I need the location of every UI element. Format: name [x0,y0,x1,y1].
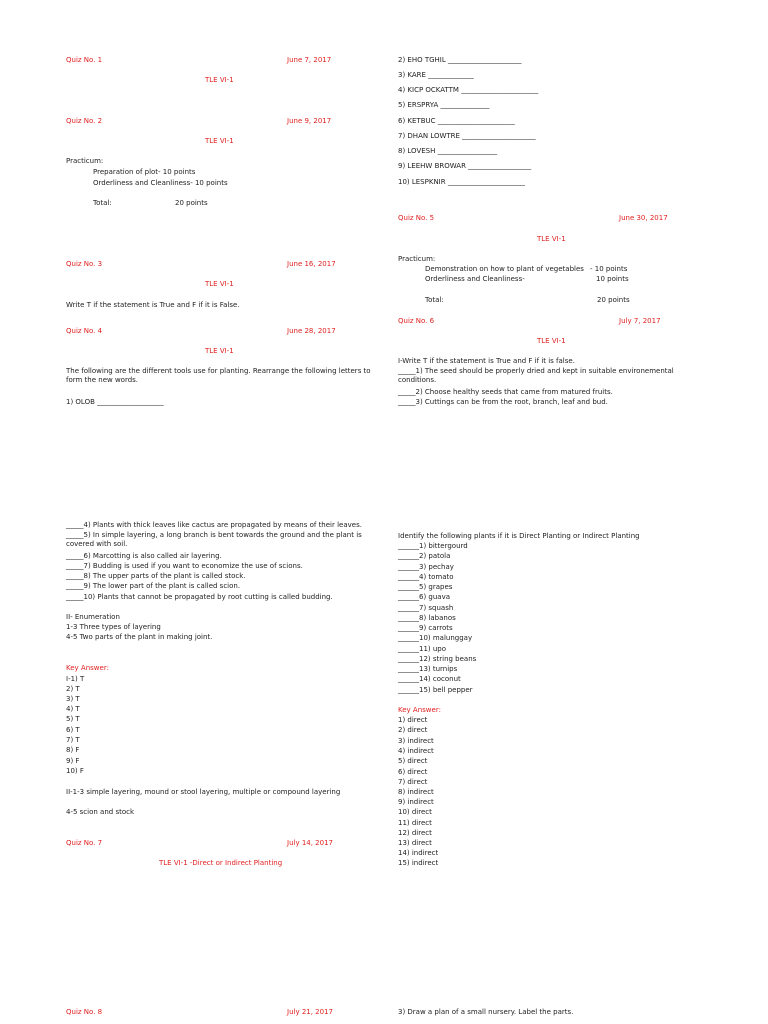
enumeration-line: 1-3 Three types of layering [66,623,161,631]
plant-item: ______9) carrots [398,624,453,632]
plant-item: ______5) grapes [398,583,453,591]
key-item: 15) indirect [398,859,439,867]
total-label: Total: [425,296,444,304]
quiz3-subject: TLE VI-1 [205,280,234,288]
plant-item: ______15) bell pepper [398,686,473,694]
quiz7-label: Quiz No. 7 [66,839,103,847]
quiz7-subject: TLE VI-1 -Direct or Indirect Planting [159,859,283,867]
quiz4-date: June 28, 2017 [287,327,336,335]
key-item: 13) direct [398,839,432,847]
key-answer-title: Key Answer: [398,706,441,714]
quiz5-date: June 30, 2017 [619,214,668,222]
tf-item: _____10) Plants that cannot be propagated by root cutting is called budding. [66,593,333,601]
key-item: 6) direct [398,768,428,776]
word-item: 7) DHAN LOWTRE _____________________ [398,132,536,140]
practicum-points: - 10 points [590,265,628,273]
quiz2-subject: TLE VI-1 [205,137,234,145]
plant-item: ______7) squash [398,604,454,612]
plant-item: ______3) pechay [398,563,454,571]
practicum-title: Practicum: [398,255,436,263]
key-enumeration: II-1-3 simple layering, mound or stool layering, multiple or compound layering [66,788,341,796]
plant-item: ______12) string beans [398,655,477,663]
total-label: Total: [93,199,112,207]
word-item: 9) LEEHW BROWAR __________________ [398,162,532,170]
key-item: 1) direct [398,716,428,724]
quiz7-date: July 14, 2017 [287,839,333,847]
quiz5-label: Quiz No. 5 [398,214,435,222]
tf-item: _____1) The seed should be properly dried and kept in suitable environemental conditions. [398,367,674,384]
key-item: 14) indirect [398,849,439,857]
key-item: 9) F [66,757,80,765]
key-item: 9) indirect [398,798,434,806]
quiz3-label: Quiz No. 3 [66,260,103,268]
key-item: 2) T [66,685,80,693]
word-item: 4) KICP OCKATTM ______________________ [398,86,539,94]
key-item: 11) direct [398,819,432,827]
word-item: 5) ERSPRYA ______________ [398,101,490,109]
plant-item: ______13) turnips [398,665,458,673]
key-item: 10) F [66,767,84,775]
quiz6-date: July 7, 2017 [619,317,661,325]
quiz3-date: June 16, 2017 [287,260,336,268]
quiz5-subject: TLE VI-1 [537,235,566,243]
quiz4-label: Quiz No. 4 [66,327,103,335]
quiz1-date: June 7, 2017 [287,56,332,64]
key-item: 8) F [66,746,80,754]
practicum-line: Demonstration on how to plant of vegetables [425,265,584,273]
plant-item: ______14) coconut [398,675,461,683]
quiz3-instruction: Write T if the statement is True and F if it is False. [66,301,240,309]
quiz4-subject: TLE VI-1 [205,347,234,355]
plant-item: ______8) labanos [398,614,456,622]
quiz2-label: Quiz No. 2 [66,117,103,125]
key-item: 2) direct [398,726,428,734]
plant-item: ______10) malunggay [398,634,473,642]
enumeration-title: II- Enumeration [66,613,120,621]
plant-item: ______2) patola [398,552,451,560]
nursery-plan-task: 3) Draw a plan of a small nursery. Label the parts. [398,1008,574,1016]
key-answer-title: Key Answer: [66,664,109,672]
total-value: 20 points [597,296,630,304]
total-value: 20 points [175,199,208,207]
tf-item: _____2) Choose healthy seeds that came from matured fruits. [398,388,613,396]
plant-item: ______1) bittergourd [398,542,468,550]
tf-item: _____5) In simple layering, a long branch is bent towards the ground and the plant is covered with soil. [66,531,362,548]
tf-item: _____9) The lower part of the plant is called scion. [66,582,241,590]
practicum-points: 10 points [596,275,629,283]
key-item: I-1) T [66,675,85,683]
enumeration-line: 4-5 Two parts of the plant in making joint. [66,633,213,641]
key-item: 7) direct [398,778,428,786]
word-item: 2) EHO TGHIL _____________________ [398,56,522,64]
quiz8-label: Quiz No. 8 [66,1008,103,1016]
tf-item: _____4) Plants with thick leaves like cactus are propagated by means of their leaves. [66,521,362,529]
tf-item: _____7) Budding is used if you want to economize the use of scions. [66,562,303,570]
plant-item: ______11) upo [398,645,447,653]
key-item: 8) indirect [398,788,434,796]
plant-instruction: Identify the following plants if it is Direct Planting or Indirect Planting [398,532,640,540]
quiz6-instruction: I-Write T if the statement is True and F if it is false. [398,357,575,365]
tf-item: _____6) Marcotting is also called air layering. [66,552,222,560]
key-item: 12) direct [398,829,432,837]
quiz4-instruction: The following are the different tools use for planting. Rearrange the following letters to form the new words. [66,367,371,384]
key-item: 7) T [66,736,80,744]
quiz6-label: Quiz No. 6 [398,317,435,325]
practicum-line: Preparation of plot- 10 points [93,168,196,176]
key-item: 4) T [66,705,80,713]
key-item: 6) T [66,726,80,734]
tf-item: _____8) The upper parts of the plant is called stock. [66,572,246,580]
word-item: 1) OLOB ___________________ [66,398,164,406]
quiz6-subject: TLE VI-1 [537,337,566,345]
plant-item: ______6) guava [398,593,451,601]
tf-item: _____3) Cuttings can be from the root, branch, leaf and bud. [398,398,608,406]
key-item: 3) T [66,695,80,703]
key-item: 3) indirect [398,737,434,745]
practicum-title: Practicum: [66,157,104,165]
word-item: 8) LOVESH _________________ [398,147,498,155]
key-item: 4) indirect [398,747,434,755]
practicum-line: Orderliness and Cleanliness- [425,275,525,283]
key-item: 10) direct [398,808,432,816]
quiz1-label: Quiz No. 1 [66,56,103,64]
key-item: 5) T [66,715,80,723]
word-item: 10) LESPKNIR ______________________ [398,178,525,186]
word-item: 3) KARE _____________ [398,71,474,79]
word-item: 6) KETBUC ______________________ [398,117,515,125]
key-item: 5) direct [398,757,428,765]
quiz2-date: June 9, 2017 [287,117,332,125]
quiz1-subject: TLE VI-1 [205,76,234,84]
quiz8-date: July 21, 2017 [287,1008,333,1016]
practicum-line: Orderliness and Cleanliness- 10 points [93,179,228,187]
plant-item: ______4) tomato [398,573,454,581]
key-enumeration: 4-5 scion and stock [66,808,135,816]
